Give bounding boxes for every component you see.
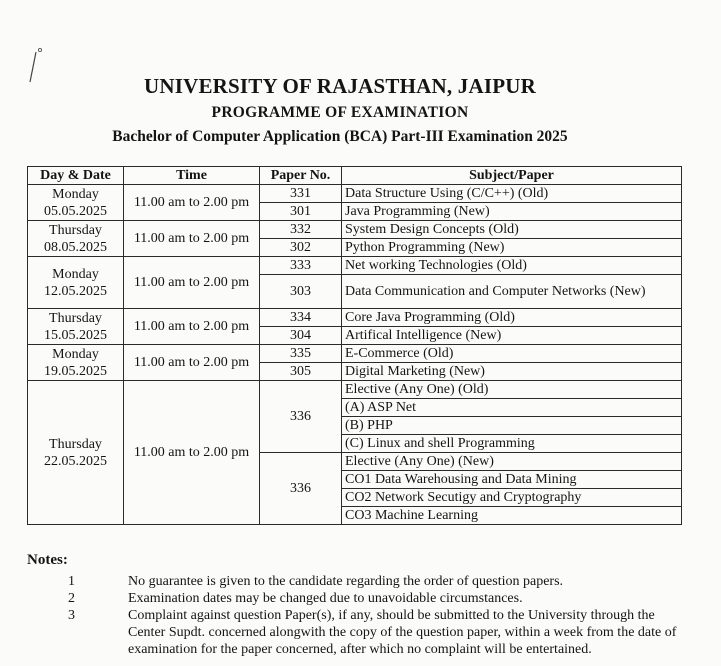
paper-no-cell: 304 (260, 327, 342, 345)
time-cell: 11.00 am to 2.00 pm (124, 185, 260, 221)
day-label: Thursday (49, 310, 102, 326)
day-label: Thursday (49, 222, 102, 238)
note-number: 1 (68, 574, 75, 589)
paper-no-cell: 332 (260, 221, 342, 239)
date-label: 15.05.2025 (44, 327, 107, 343)
day-date-cell (28, 185, 124, 221)
note-text: Complaint against question Paper(s), if any, should be submitted to the University through the Center Supdt. concerned alongwith the copy of the question paper, within a week from the date of examination for the paper concerned, after which no complaint will be entertained. (128, 608, 677, 657)
programme-title: PROGRAMME OF EXAMINATION (211, 104, 469, 121)
time-cell: 11.00 am to 2.00 pm (124, 257, 260, 309)
subject-cell: Python Programming (New) (342, 239, 682, 257)
elective-option-cell: CO2 Network Secutigy and Cryptography (342, 489, 682, 507)
elective-heading-cell: Elective (Any One) (Old) (342, 381, 682, 399)
list-item (64, 607, 684, 658)
elective-option-cell: (A) ASP Net (342, 399, 682, 417)
exam-schedule-table (27, 166, 682, 525)
paper-no-cell: 301 (260, 203, 342, 221)
day-date-cell (28, 345, 124, 381)
paper-no-cell: 302 (260, 239, 342, 257)
table-row (28, 221, 682, 239)
paper-no-cell: 336 (260, 381, 342, 453)
paper-no-cell: 333 (260, 257, 342, 275)
subject-cell: Core Java Programming (Old) (342, 309, 682, 327)
subject-cell: Java Programming (New) (342, 203, 682, 221)
paper-no-cell: 335 (260, 345, 342, 363)
time-cell: 11.00 am to 2.00 pm (124, 345, 260, 381)
time-cell: 11.00 am to 2.00 pm (124, 309, 260, 345)
paper-no-cell: 331 (260, 185, 342, 203)
paper-no-cell: 303 (260, 275, 342, 309)
list-item (64, 590, 684, 607)
table-row (28, 257, 682, 275)
elective-option-cell: CO1 Data Warehousing and Data Mining (342, 471, 682, 489)
time-cell: 11.00 am to 2.00 pm (124, 221, 260, 257)
column-header-paper-no: Paper No. (260, 167, 342, 185)
subject-cell: E-Commerce (Old) (342, 345, 682, 363)
list-item (64, 573, 684, 590)
day-label: Monday (52, 186, 99, 202)
table-row (28, 381, 682, 399)
day-date-cell (28, 309, 124, 345)
notes-heading: Notes: (27, 552, 68, 568)
elective-option-cell: CO3 Machine Learning (342, 507, 682, 525)
subject-cell: System Design Concepts (Old) (342, 221, 682, 239)
day-label: Thursday (49, 436, 102, 452)
subject-cell: Artifical Intelligence (New) (342, 327, 682, 345)
note-text: No guarantee is given to the candidate regarding the order of question papers. (128, 574, 564, 589)
day-date-cell (28, 221, 124, 257)
table-row (28, 309, 682, 327)
paper-no-cell: 334 (260, 309, 342, 327)
university-title: UNIVERSITY OF RAJASTHAN, JAIPUR (143, 74, 536, 98)
note-number: 3 (68, 608, 75, 623)
elective-heading-cell: Elective (Any One) (New) (342, 453, 682, 471)
day-date-cell (28, 257, 124, 309)
column-header-subject: Subject/Paper (342, 167, 682, 185)
date-label: 05.05.2025 (44, 203, 107, 219)
day-label: Monday (52, 346, 99, 362)
day-date-cell (28, 381, 124, 525)
table-row (28, 185, 682, 203)
subject-cell: Digital Marketing (New) (342, 363, 682, 381)
subject-cell: Data Structure Using (C/C++) (Old) (342, 185, 682, 203)
paper-no-cell: 305 (260, 363, 342, 381)
column-header-day-date: Day & Date (28, 167, 124, 185)
table-header-row (28, 167, 682, 185)
notes-list (64, 573, 684, 658)
subject-cell: Data Communication and Computer Networks (New) (342, 275, 682, 309)
elective-option-cell: (C) Linux and shell Programming (342, 435, 682, 453)
subject-cell: Net working Technologies (Old) (342, 257, 682, 275)
time-cell: 11.00 am to 2.00 pm (124, 381, 260, 525)
note-text: Examination dates may be changed due to unavoidable circumstances. (128, 591, 523, 606)
column-header-time: Time (124, 167, 260, 185)
elective-option-cell: (B) PHP (342, 417, 682, 435)
date-label: 08.05.2025 (44, 239, 107, 255)
table-row (28, 345, 682, 363)
note-number: 2 (68, 591, 75, 606)
paper-no-cell: 336 (260, 453, 342, 525)
exam-title: Bachelor of Computer Application (BCA) Part-III Examination 2025 (112, 128, 568, 145)
date-label: 22.05.2025 (44, 453, 107, 469)
date-label: 19.05.2025 (44, 363, 107, 379)
date-label: 12.05.2025 (44, 283, 107, 299)
day-label: Monday (52, 266, 99, 282)
